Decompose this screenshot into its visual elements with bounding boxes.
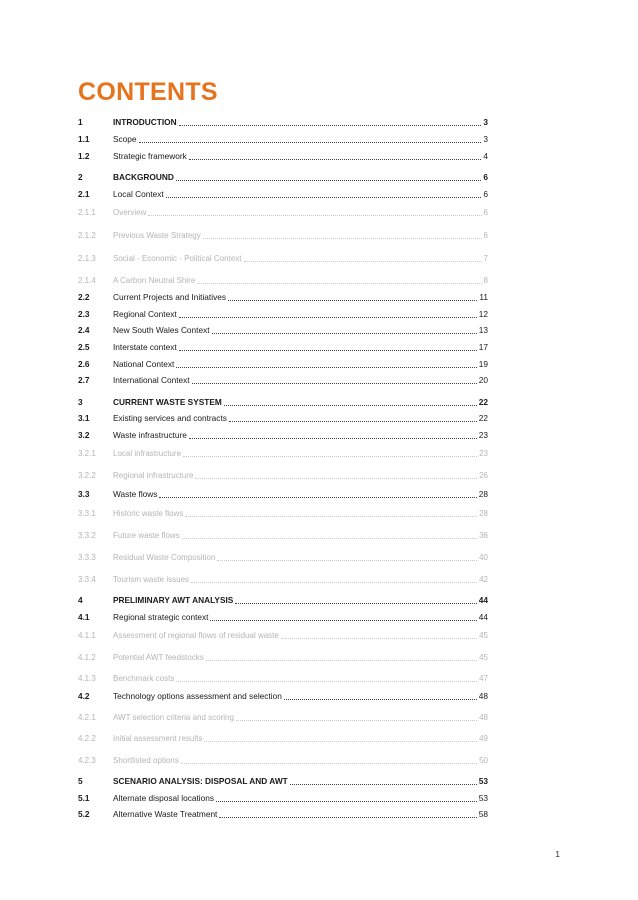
toc-entry-page: 28 (478, 489, 488, 499)
toc-entry[interactable] (78, 670, 488, 684)
toc-entry-number: 3.3.1 (78, 509, 96, 518)
toc-entry[interactable] (78, 322, 488, 336)
toc-entry[interactable] (78, 289, 488, 303)
toc-entry-page: 3 (483, 134, 488, 144)
toc-leader-dots (139, 142, 482, 143)
toc-entry-number: 2.1.4 (78, 276, 96, 285)
toc-leader-dots (212, 333, 477, 334)
toc-entry-page: 4 (483, 151, 488, 161)
toc-leader-dots (179, 125, 482, 126)
toc-entry-number: 4.1.3 (78, 674, 96, 683)
toc-entry-number: 3.1 (78, 413, 90, 423)
toc-entry[interactable] (78, 627, 488, 641)
toc-entry-page: 23 (479, 449, 488, 458)
toc-leader-dots (217, 560, 477, 561)
toc-entry-title[interactable]: Alternate disposal locations (113, 793, 215, 803)
toc-entry-number: 2.3 (78, 309, 90, 319)
toc-entry-page: 42 (479, 575, 488, 584)
toc-entry-page: 40 (479, 553, 488, 562)
toc-entry-number: 5.2 (78, 809, 90, 819)
toc-entry[interactable] (78, 649, 488, 663)
toc-entry-page: 28 (479, 509, 488, 518)
toc-entry-title[interactable]: INTRODUCTION (113, 117, 177, 127)
toc-leader-dots (159, 497, 476, 498)
toc-entry-page: 58 (478, 809, 488, 819)
toc-leader-dots (176, 180, 482, 181)
toc-entry-number: 1 (78, 117, 83, 127)
toc-leader-dots (195, 478, 477, 479)
toc-entry-title[interactable]: A Carbon Neutral Shire (113, 276, 196, 285)
toc-entry[interactable] (78, 169, 488, 183)
toc-entry-number: 3.3.4 (78, 575, 96, 584)
toc-entry-page: 17 (478, 342, 488, 352)
toc-entry-number: 3.2 (78, 430, 90, 440)
toc-entry-number: 1.2 (78, 151, 90, 161)
toc-entry[interactable] (78, 752, 488, 766)
toc-entry[interactable] (78, 486, 488, 500)
toc-entry-number: 2.1.1 (78, 208, 96, 217)
toc-entry-page: 7 (483, 254, 488, 263)
toc-entry[interactable] (78, 527, 488, 541)
toc-entry-page: 13 (478, 325, 488, 335)
toc-leader-dots (166, 197, 482, 198)
toc-leader-dots (191, 582, 477, 583)
toc-entry[interactable] (78, 467, 488, 481)
toc-leader-dots (284, 699, 477, 700)
toc-leader-dots (236, 720, 477, 721)
toc-leader-dots (219, 817, 476, 818)
toc-entry[interactable] (78, 114, 488, 128)
toc-entry-page: 45 (479, 631, 488, 640)
toc-entry[interactable] (78, 427, 488, 441)
toc-leader-dots (206, 660, 477, 661)
toc-leader-dots (148, 215, 481, 216)
toc-entry-title[interactable]: Interstate context (113, 342, 177, 352)
toc-entry-title[interactable]: National Context (113, 359, 175, 369)
toc-entry-title[interactable]: Residual Waste Composition (113, 553, 216, 562)
toc-entry-title[interactable]: CURRENT WASTE SYSTEM (113, 397, 222, 407)
toc-entry-number: 4.2.2 (78, 734, 96, 743)
toc-leader-dots (204, 741, 477, 742)
toc-leader-dots (210, 620, 476, 621)
toc-entry[interactable] (78, 592, 488, 606)
toc-entry-number: 4.1.2 (78, 653, 96, 662)
toc-entry-title[interactable]: Historic waste flows (113, 509, 184, 518)
toc-entry-title[interactable]: Regional Context (113, 309, 177, 319)
toc-entry-title[interactable]: Regional strategic context (113, 612, 209, 622)
toc-entry-number: 2.1.2 (78, 231, 96, 240)
toc-entry-page: 19 (478, 359, 488, 369)
toc-leader-dots (189, 438, 477, 439)
toc-entry-title[interactable]: Social - Economic - Political Context (113, 254, 242, 263)
toc-entry-title[interactable]: Strategic framework (113, 151, 187, 161)
toc-entry-page: 50 (479, 756, 488, 765)
toc-entry-title[interactable]: Technology options assessment and selection (113, 691, 282, 701)
toc-entry-title[interactable]: Potential AWT feedstocks (113, 653, 204, 662)
toc-entry-page: 3 (483, 117, 488, 127)
toc-entry-number: 4.2.1 (78, 713, 96, 722)
toc-entry-page: 44 (478, 595, 488, 605)
toc-entry-page: 47 (479, 674, 488, 683)
toc-entry-number: 3 (78, 397, 83, 407)
toc-entry[interactable] (78, 227, 488, 241)
toc-leader-dots (197, 283, 481, 284)
toc-entry[interactable] (78, 356, 488, 370)
toc-entry-number: 2 (78, 172, 83, 182)
toc-entry-title[interactable]: Waste infrastructure (113, 430, 187, 440)
toc-entry-page: 49 (479, 734, 488, 743)
toc-entry[interactable] (78, 709, 488, 723)
toc-leader-dots (176, 681, 477, 682)
toc-entry-number: 1.1 (78, 134, 90, 144)
toc-entry-number: 5.1 (78, 793, 90, 803)
toc-entry-number: 3.3.3 (78, 553, 96, 562)
toc-entry-number: 2.1 (78, 189, 90, 199)
toc-leader-dots (235, 603, 476, 604)
toc-entry-title[interactable]: PRELIMINARY AWT ANALYSIS (113, 595, 234, 605)
toc-entry[interactable] (78, 394, 488, 408)
toc-entry-title[interactable]: Overview (113, 208, 147, 217)
toc-leader-dots (189, 159, 482, 160)
toc-leader-dots (182, 538, 477, 539)
toc-entry[interactable] (78, 372, 488, 386)
toc-entry-title[interactable]: SCENARIO ANALYSIS: DISPOSAL AND AWT (113, 776, 288, 786)
toc-entry-page: 6 (483, 189, 488, 199)
toc-entry[interactable] (78, 339, 488, 353)
toc-entry[interactable] (78, 186, 488, 200)
toc-entry[interactable] (78, 306, 488, 320)
toc-entry[interactable] (78, 204, 488, 218)
toc-entry-page: 48 (478, 691, 488, 701)
toc-entry-number: 3.2.2 (78, 471, 96, 480)
toc-leader-dots (181, 763, 477, 764)
toc-entry[interactable] (78, 250, 488, 264)
toc-entry[interactable] (78, 688, 488, 702)
toc-entry-number: 2.5 (78, 342, 90, 352)
toc-entry-title[interactable]: Initial assessment results (113, 734, 203, 743)
toc-entry-page: 53 (478, 776, 488, 786)
toc-entry-page: 48 (479, 713, 488, 722)
toc-entry-number: 2.6 (78, 359, 90, 369)
toc-entry[interactable] (78, 549, 488, 563)
toc-entry[interactable] (78, 148, 488, 162)
toc-entry-page: 23 (478, 430, 488, 440)
toc-entry[interactable] (78, 410, 488, 424)
toc-entry-number: 4 (78, 595, 83, 605)
toc-entry[interactable] (78, 445, 488, 459)
toc-entry-title[interactable]: International Context (113, 375, 190, 385)
toc-entry-page: 26 (479, 471, 488, 480)
toc-entry-number: 3.3.2 (78, 531, 96, 540)
toc-entry-page: 6 (483, 231, 488, 240)
toc-entry-number: 5 (78, 776, 83, 786)
toc-leader-dots (203, 238, 482, 239)
toc-entry-title[interactable]: Waste flows (113, 489, 158, 499)
toc-entry-title[interactable]: Existing services and contracts (113, 413, 227, 423)
toc-entry-page: 6 (483, 172, 488, 182)
toc-entry-title[interactable]: Regional infrastructure (113, 471, 194, 480)
toc-entry[interactable] (78, 505, 488, 519)
toc-entry[interactable] (78, 609, 488, 623)
toc-entry-title[interactable]: Current Projects and Initiatives (113, 292, 226, 302)
toc-entry-number: 2.1.3 (78, 254, 96, 263)
toc-entry[interactable] (78, 571, 488, 585)
toc-entry-page: 44 (478, 612, 488, 622)
toc-leader-dots (185, 516, 477, 517)
toc-entry-number: 2.7 (78, 375, 90, 385)
toc-entry-title[interactable]: Scope (113, 134, 137, 144)
toc-entry-page: 36 (479, 531, 488, 540)
toc-leader-dots (179, 317, 477, 318)
toc-entry-page: 22 (478, 413, 488, 423)
toc-entry-title[interactable]: Local infrastructure (113, 449, 182, 458)
toc-leader-dots (244, 261, 482, 262)
toc-leader-dots (281, 638, 477, 639)
toc-leader-dots (192, 383, 477, 384)
toc-entry[interactable] (78, 730, 488, 744)
page-title: CONTENTS (78, 78, 218, 106)
toc-entry-title[interactable]: Shortlisted options (113, 756, 179, 765)
toc-leader-dots (290, 784, 477, 785)
toc-entry[interactable] (78, 806, 488, 820)
toc-entry-number: 4.1.1 (78, 631, 96, 640)
toc-entry-page: 6 (483, 208, 488, 217)
toc-entry-title[interactable]: Benchmark costs (113, 674, 175, 683)
toc-entry-title[interactable]: Assessment of regional flows of residual waste (113, 631, 279, 640)
toc-entry-page: 12 (478, 309, 488, 319)
toc-entry-title[interactable]: Local Context (113, 189, 164, 199)
toc-entry-title[interactable]: Alternative Waste Treatment (113, 809, 218, 819)
toc-entry-title[interactable]: New South Wales Context (113, 325, 210, 335)
toc-leader-dots (224, 405, 477, 406)
toc-entry-title[interactable]: BACKGROUND (113, 172, 174, 182)
toc-entry-title[interactable]: Previous Waste Strategy (113, 231, 201, 240)
toc-entry-number: 3.3 (78, 489, 90, 499)
page-number: 1 (555, 849, 560, 859)
toc-entry[interactable] (78, 131, 488, 145)
toc-entry-title[interactable]: Future waste flows (113, 531, 180, 540)
toc-entry-number: 4.2.3 (78, 756, 96, 765)
toc-entry-number: 4.2 (78, 691, 90, 701)
toc-entry[interactable] (78, 790, 488, 804)
toc-leader-dots (229, 421, 477, 422)
toc-entry-number: 2.4 (78, 325, 90, 335)
toc-entry-title[interactable]: Tourism waste issues (113, 575, 190, 584)
toc-leader-dots (179, 350, 477, 351)
toc-entry-title[interactable]: AWT selection criteria and scoring (113, 713, 234, 722)
toc-entry-page: 53 (478, 793, 488, 803)
toc-entry-page: 22 (478, 397, 488, 407)
toc-entry[interactable] (78, 773, 488, 787)
toc-entry-page: 45 (479, 653, 488, 662)
toc-entry-page: 8 (483, 276, 488, 285)
toc-leader-dots (216, 801, 477, 802)
toc-entry-page: 20 (478, 375, 488, 385)
toc-leader-dots (183, 456, 477, 457)
toc-leader-dots (176, 367, 476, 368)
toc-entry[interactable] (78, 272, 488, 286)
toc-entry-page: 11 (479, 292, 488, 302)
toc-entry-number: 3.2.1 (78, 449, 96, 458)
toc-leader-dots (228, 300, 477, 301)
toc-entry-number: 2.2 (78, 292, 90, 302)
toc-entry-number: 4.1 (78, 612, 90, 622)
